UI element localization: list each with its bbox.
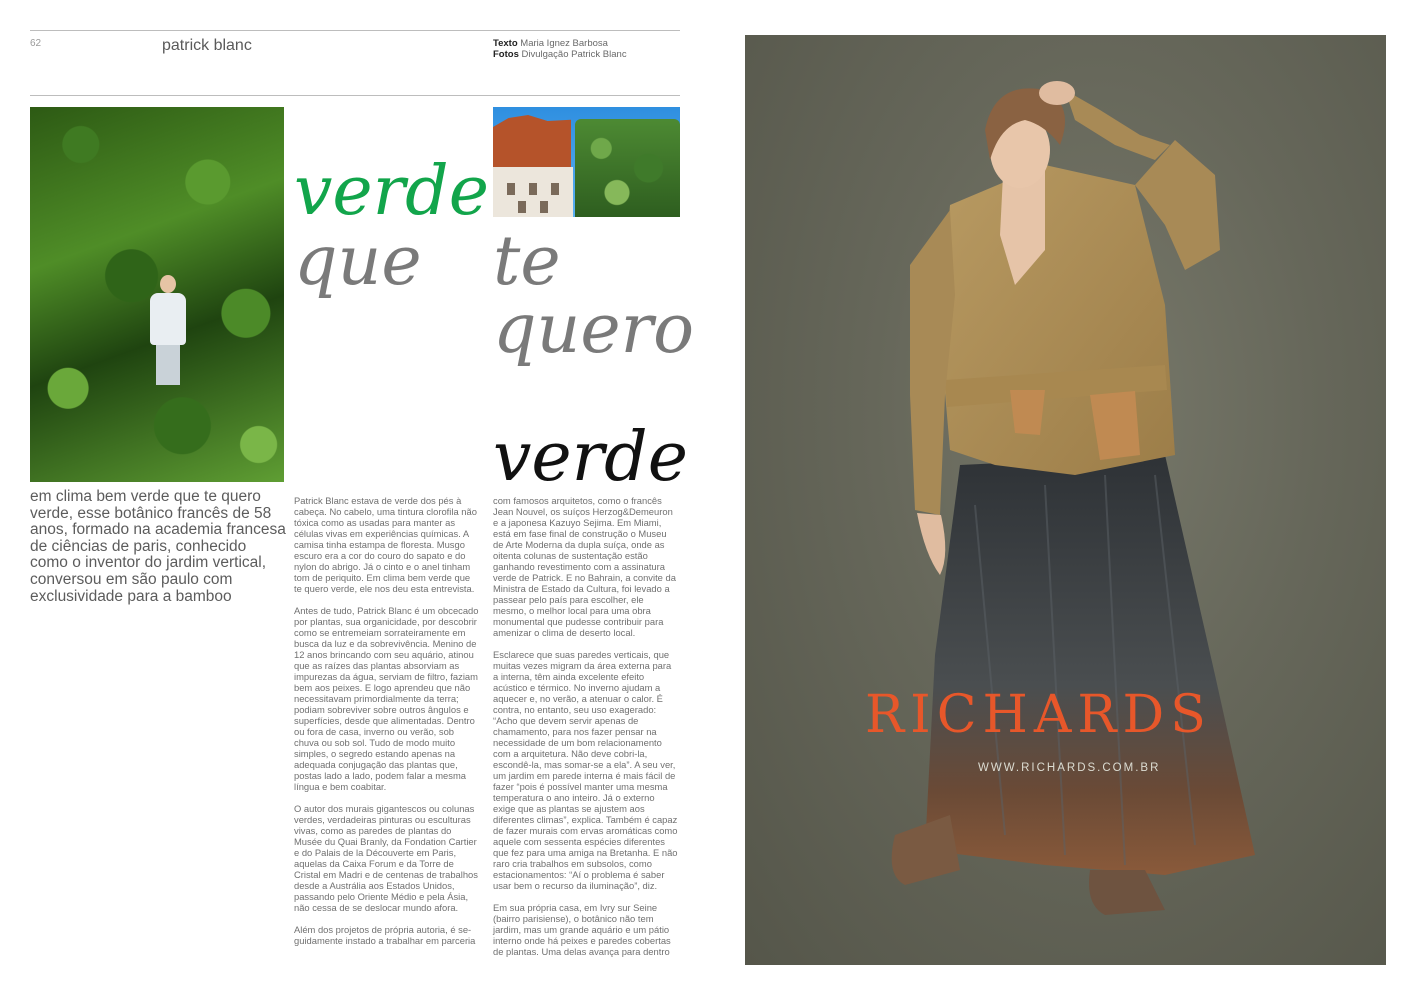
body-paragraph: O autor dos murais gigantescos ou colunas verdes, verdadeiras pinturas ou esculturas vivas, como as paredes de plantas do Musée du Quai Branly, da Fondation Cartier e do Palais de la Découverte em Paris, aquelas da Caixa Forum e da Torre de Cristal em Madri e de centenas de trabalhos desde a Austrália aos Estados Unidos, passando pelo Oriente Médio e pela Ásia, não cessa de se deslocar mundo afora. — [294, 803, 478, 913]
credit-text-line — [493, 38, 627, 49]
credit-photos-label: Fotos — [493, 49, 519, 60]
body-paragraph: Em sua própria casa, em Ivry sur Seine (bairro parisiense), o botânico não tem jardim, mas um grande aquário e um pátio interno onde há peixes e paredes cobertas de plantas. Uma delas avança para dentro — [493, 902, 671, 957]
lead-paragraph: em clima bem verde que te quero verde, esse botânico francês de 58 anos, formado na academia francesa de ciências de paris, conhecido como o inventor do jardim vertical, conversou em são paulo com exclusividade para a bamboo — [30, 488, 286, 605]
vertical-garden-wall — [575, 119, 680, 217]
headline-word-quero: quero — [493, 290, 695, 369]
person-figure — [148, 275, 188, 385]
window — [507, 183, 515, 195]
window — [529, 183, 537, 195]
header-bottom-rule — [30, 95, 680, 96]
headline-word-te: te — [493, 222, 561, 301]
page-number: 62 — [30, 38, 42, 49]
window — [551, 183, 559, 195]
photo-vertical-garden-building — [493, 107, 680, 217]
credit-photos-line — [493, 49, 627, 60]
body-paragraph: com famosos arquitetos, como o francês Jean Nouvel, os suíços Herzog&Demeuron e a japonesa Kazuyo Sejima. Em Miami, está em fase final de construção o Museu de Arte Moderna da dupla suíça, onde as oitenta colunas de sustentação estão ganhando revestimento com a assinatura verde de Patrick. E no Bahrain, a convite da Ministra de Estado da Cultura, foi levado a passear pelo país para escolher, ele mesmo, o melhor local para uma obra monumental que pudesse contribuir para amenizar o clima de deserto local. — [493, 495, 676, 638]
credit-text-label: Texto — [493, 38, 518, 49]
body-paragraph: Patrick Blanc estava de verde dos pés à cabeça. No cabelo, uma tintura clorofila não tóxica como as usadas para manter as células vivas em experiências químicas. A camisa tinha estampa de floresta. Musgo escuro era a cor do couro do sapato e do nylon do abrigo. Já o cinto e o anel tinham tom de periquito. Em clima bem verde que te quero verde, ele nos deu esta entrevista. — [294, 495, 477, 594]
body-paragraph: Antes de tudo, Patrick Blanc é um obcecado por plantas, sua organicidade, por descobrir como se entremeiam sorrateiramente em busca da luz e da sobrevivência. Menino de 12 anos brincando com seu aquário, atinou que as raízes das plantas absorviam as impurezas da água, serviam de filtro, faziam bem aos peixes. E logo aprendeu que não necessitavam primordialmente da terra; podiam sobreviver sobre outros ângulos e superfícies, desde que alimentadas. Dentro ou fora de casa, inverno ou verão, sob chuva ou sob sol. Tudo de modo muito simples, o segredo estando apenas na adequada conjugação das plantas que, postas lado a lado, podem falar a mesma língua e bem coabitar. — [294, 605, 479, 792]
section-title: patrick blanc — [162, 37, 252, 54]
brand-website-url: WWW.RICHARDS.COM.BR — [978, 762, 1161, 774]
body-column-2 — [493, 495, 679, 968]
credits — [493, 38, 627, 60]
credit-text-author: Maria Ignez Barbosa — [520, 38, 608, 49]
window — [518, 201, 526, 213]
body-paragraph: Além dos projetos de própria autoria, é se-guidamente instado a trabalhar em parceria — [294, 924, 476, 946]
body-column-1 — [294, 495, 480, 957]
headline-word-verde-green: verde — [294, 152, 489, 231]
window — [540, 201, 548, 213]
person-head — [160, 275, 176, 293]
headline-word-verde-black: verde — [493, 418, 688, 497]
headline-word-que: que — [294, 222, 422, 301]
rusted-facade — [493, 115, 571, 175]
credit-photos-author: Divulgação Patrick Blanc — [521, 49, 627, 60]
person-shirt — [150, 293, 186, 345]
richards-advertisement — [745, 35, 1386, 965]
header-top-rule — [30, 30, 680, 31]
body-paragraph: Esclarece que suas paredes verticais, que muitas vezes migram da área externa para a interna, têm ainda excelente efeito acústico e térmico. No inverno ajudam a aquecer e, no verão, a atenuar o calor. É contra, no entanto, seu uso exagerado: “Acho que devem servir apenas de chamamento, para nos fazer pensar na necessidade de um bom relacionamento com a arquitetura. Não deve cobri-la, escondê-la, mas somar-se a ela”. A seu ver, um jardim em parede interna é mais fácil de fazer “pois é possível manter uma mesma temperatura o ano inteiro. Já o externo exige que as plantas se ajustem aos diferentes climas”, explica. Também é capaz de fazer murais com ervas aromáticas como aquele com sessenta espécies diferentes que fez para uma amiga na Bretanha. E não raro cria trabalhos em subsolos, como estacionamentos: “Aí o problema é saber usar bem o recurso da iluminação”, diz. — [493, 649, 678, 891]
photo-patrick-blanc-jungle — [30, 107, 284, 482]
fashion-model-illustration — [745, 35, 1386, 965]
brand-logo-richards: RICHARDS — [865, 685, 1212, 745]
person-legs — [156, 345, 180, 385]
